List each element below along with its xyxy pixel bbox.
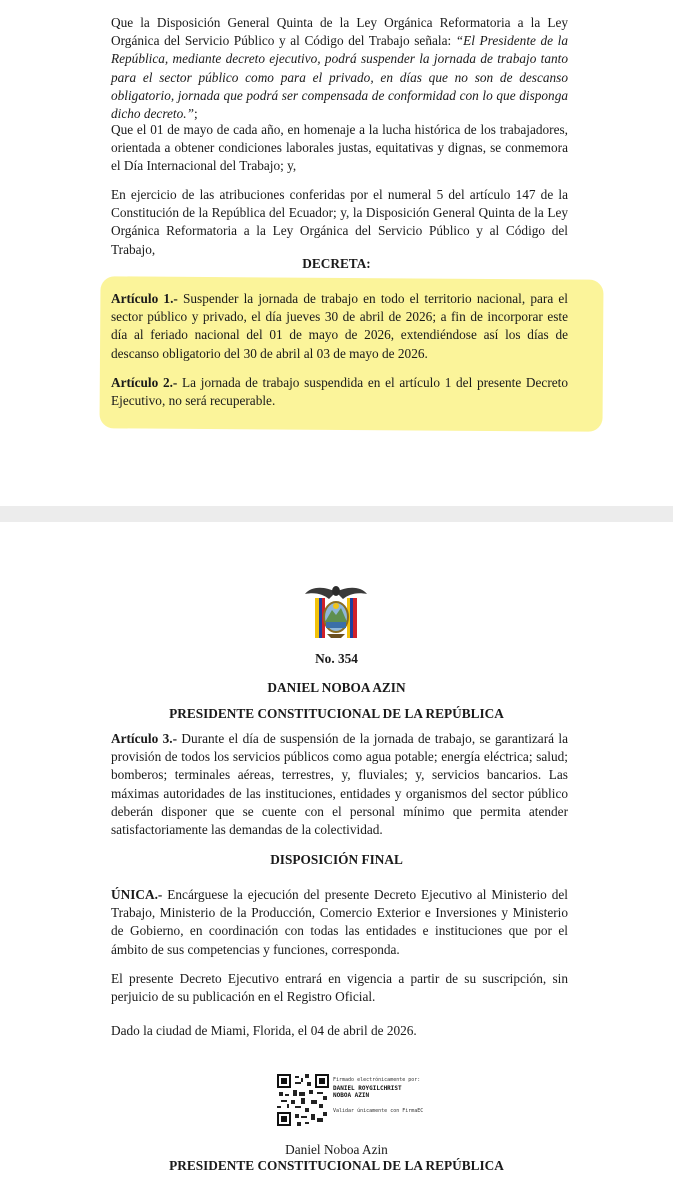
article-1-label: Artículo 1.- xyxy=(111,291,178,306)
para1-quote: “El Presidente de la República, mediante decreto ejecutivo, podrá suspender la jornada de trabajo tanto para el sector público como para el privado, en días que no son de descanso obligatorio, jornada que podrá ser compensada de conformidad con lo que disponga dicho decreto.” xyxy=(111,33,568,122)
article-2-text: La jornada de trabajo suspendida en el artículo 1 del presente Decreto Ejecutivo, no será recuperable. xyxy=(111,375,568,409)
president-name: DANIEL NOBOA AZIN xyxy=(267,680,406,695)
qr-code-icon xyxy=(277,1074,329,1126)
article-3-label: Artículo 3.- xyxy=(111,731,178,746)
signature-validate-note: Validar únicamente con FirmaEC xyxy=(333,1107,424,1114)
article-3 xyxy=(111,730,568,839)
ecuador-coat-of-arms-icon xyxy=(305,584,367,642)
para1-suffix: ; xyxy=(193,106,198,122)
president-title: PRESIDENTE CONSTITUCIONAL DE LA REPÚBLICA xyxy=(169,706,504,721)
article-1 xyxy=(111,290,568,363)
unica-label: ÚNICA.- xyxy=(111,887,163,902)
considerando-paragraph-1 xyxy=(111,14,568,123)
para1-text: Que la Disposición General Quinta de la Ley Orgánica Reformatoria a la Ley Orgánica del Servicio Público y al Código del Trabajo señala: xyxy=(111,15,568,49)
dado-paragraph: Dado la ciudad de Miami, Florida, el 04 de abril de 2026. xyxy=(111,1023,417,1038)
article-1-text: Suspender la jornada de trabajo en todo el territorio nacional, para el sector público y privado, el día jueves 30 de abril de 2026; a fin de incorporar este día al feriado nacional del 01 de mayo de 2026, extendiéndose así los días de descanso obligatorio del 30 de abril al 03 de mayo de 2026. xyxy=(111,291,569,361)
signature-name-2: NOBOA AZIN xyxy=(333,1092,370,1099)
unica-paragraph xyxy=(111,886,568,959)
considerando-paragraph-2: Que el 01 de mayo de cada año, en homenaje a la lucha histórica de los trabajadores, orientada a obtener condiciones laborales justas, equitativas y dignas, se conmemora el Día Internacional del Trabajo; y, xyxy=(111,122,568,174)
decreta-heading: DECRETA: xyxy=(302,256,371,271)
unica-text: Encárguese la ejecución del presente Decreto Ejecutivo al Ministerio del Trabajo, Ministerio de la Producción, Comercio Exterior e Inversiones y Ministerio de Gobierno, en coordinación con todas las entidades e instituciones que por el ámbito de sus competencias y funciones, corresponda. xyxy=(111,887,568,957)
article-3-text: Durante el día de suspensión de la jornada de trabajo, se garantizará la provisión de todos los servicios públicos como agua potable; energía eléctrica; salud; bomberos; terminales aéreas, terrestres, y, fluviales; y, servicios bancarios. Las máximas autoridades de las instituciones, entidades y organismos del sector público deberán disponer que se cuente con el personal mínimo que permita atender satisfactoriamente las demandas de la colectividad. xyxy=(111,731,568,838)
disposicion-final-heading: DISPOSICIÓN FINAL xyxy=(270,852,403,867)
signer-name: Daniel Noboa Azin xyxy=(285,1142,388,1157)
decree-number: No. 354 xyxy=(315,651,358,666)
article-2 xyxy=(111,374,568,410)
article-2-label: Artículo 2.- xyxy=(111,375,178,390)
vigencia-paragraph: El presente Decreto Ejecutivo entrará en vigencia a partir de su suscripción, sin perjuicio de su publicación en el Registro Oficial. xyxy=(111,971,568,1005)
electronic-signature-block xyxy=(333,1077,423,1115)
signature-line: Firmado electrónicamente por: xyxy=(333,1077,421,1083)
signer-title: PRESIDENTE CONSTITUCIONAL DE LA REPÚBLICA xyxy=(169,1158,504,1173)
signature-name-1: DANIEL ROYGILCHRIST xyxy=(333,1084,402,1092)
considerando-paragraph-3: En ejercicio de las atribuciones conferidas por el numeral 5 del artículo 147 de la Constitución de la República del Ecuador; y, la Disposición General Quinta de la Ley Orgánica Reformatoria a la Ley Orgánica del Servicio Público y al Código del Trabajo, xyxy=(111,187,568,257)
